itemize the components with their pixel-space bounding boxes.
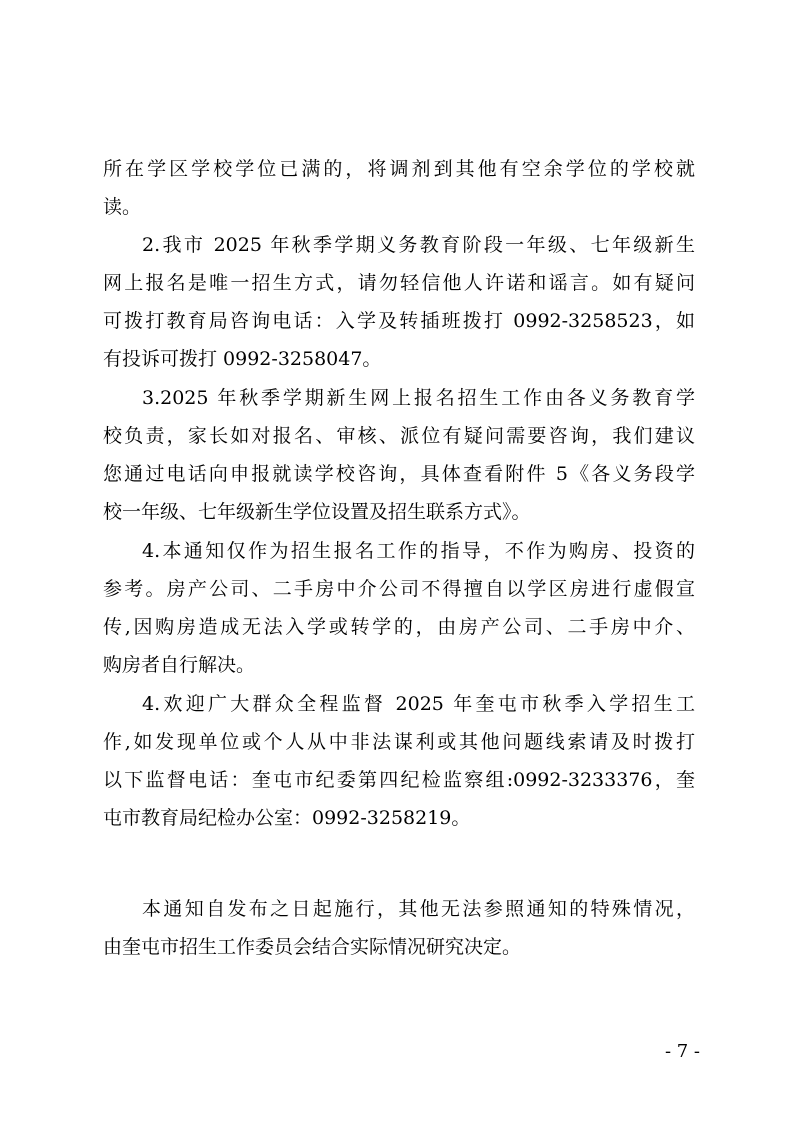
paragraph-line: 所在学区学校学位已满的，将调剂到其他有空余学位的学校就	[103, 158, 695, 180]
paragraph-line: 3.2025 年秋季学期新生网上报名招生工作由各义务教育学	[142, 387, 695, 409]
paragraph-line: 屯市教育局纪检办公室：0992-3258219。	[103, 807, 471, 829]
paragraph-line: 您通过电话向申报就读学校咨询，具体查看附件 5《各义务段学	[103, 463, 695, 485]
paragraph-line: 读。	[103, 196, 142, 218]
paragraph-line: 购房者自行解决。	[103, 654, 256, 676]
page-number: - 7 -	[664, 1041, 700, 1062]
paragraph-line: 校一年级、七年级新生学位设置及招生联系方式》。	[103, 501, 531, 523]
paragraph-line: 本通知自发布之日起施行，其他无法参照通知的特殊情况，	[142, 898, 695, 920]
paragraph-line: 网上报名是唯一招生方式，请勿轻信他人许诺和谣言。如有疑问	[103, 272, 695, 294]
paragraph-line: 可拨打教育局咨询电话：入学及转插班拨打 0992-3258523，如	[103, 310, 695, 332]
paragraph-line: 作,如发现单位或个人从中非法谋利或其他问题线索请及时拨打	[103, 731, 695, 753]
paragraph-line: 有投诉可拨打 0992-3258047。	[103, 348, 382, 370]
paragraph-line: 4.欢迎广大群众全程监督 2025 年奎屯市秋季入学招生工	[142, 693, 695, 715]
paragraph-line: 参考。房产公司、二手房中介公司不得擅自以学区房进行虚假宣	[103, 578, 695, 600]
paragraph-line: 4.本通知仅作为招生报名工作的指导，不作为购房、投资的	[142, 540, 695, 562]
paragraph-line: 由奎屯市招生工作委员会结合实际情况研究决定。	[103, 936, 522, 958]
paragraph-line: 校负责，家长如对报名、审核、派位有疑问需要咨询，我们建议	[103, 425, 695, 447]
paragraph-line: 2.我市 2025 年秋季学期义务教育阶段一年级、七年级新生	[142, 234, 695, 256]
paragraph-line: 传,因购房造成无法入学或转学的，由房产公司、二手房中介、	[103, 616, 695, 638]
paragraph-line: 以下监督电话：奎屯市纪委第四纪检监察组:0992-3233376，奎	[103, 769, 695, 791]
